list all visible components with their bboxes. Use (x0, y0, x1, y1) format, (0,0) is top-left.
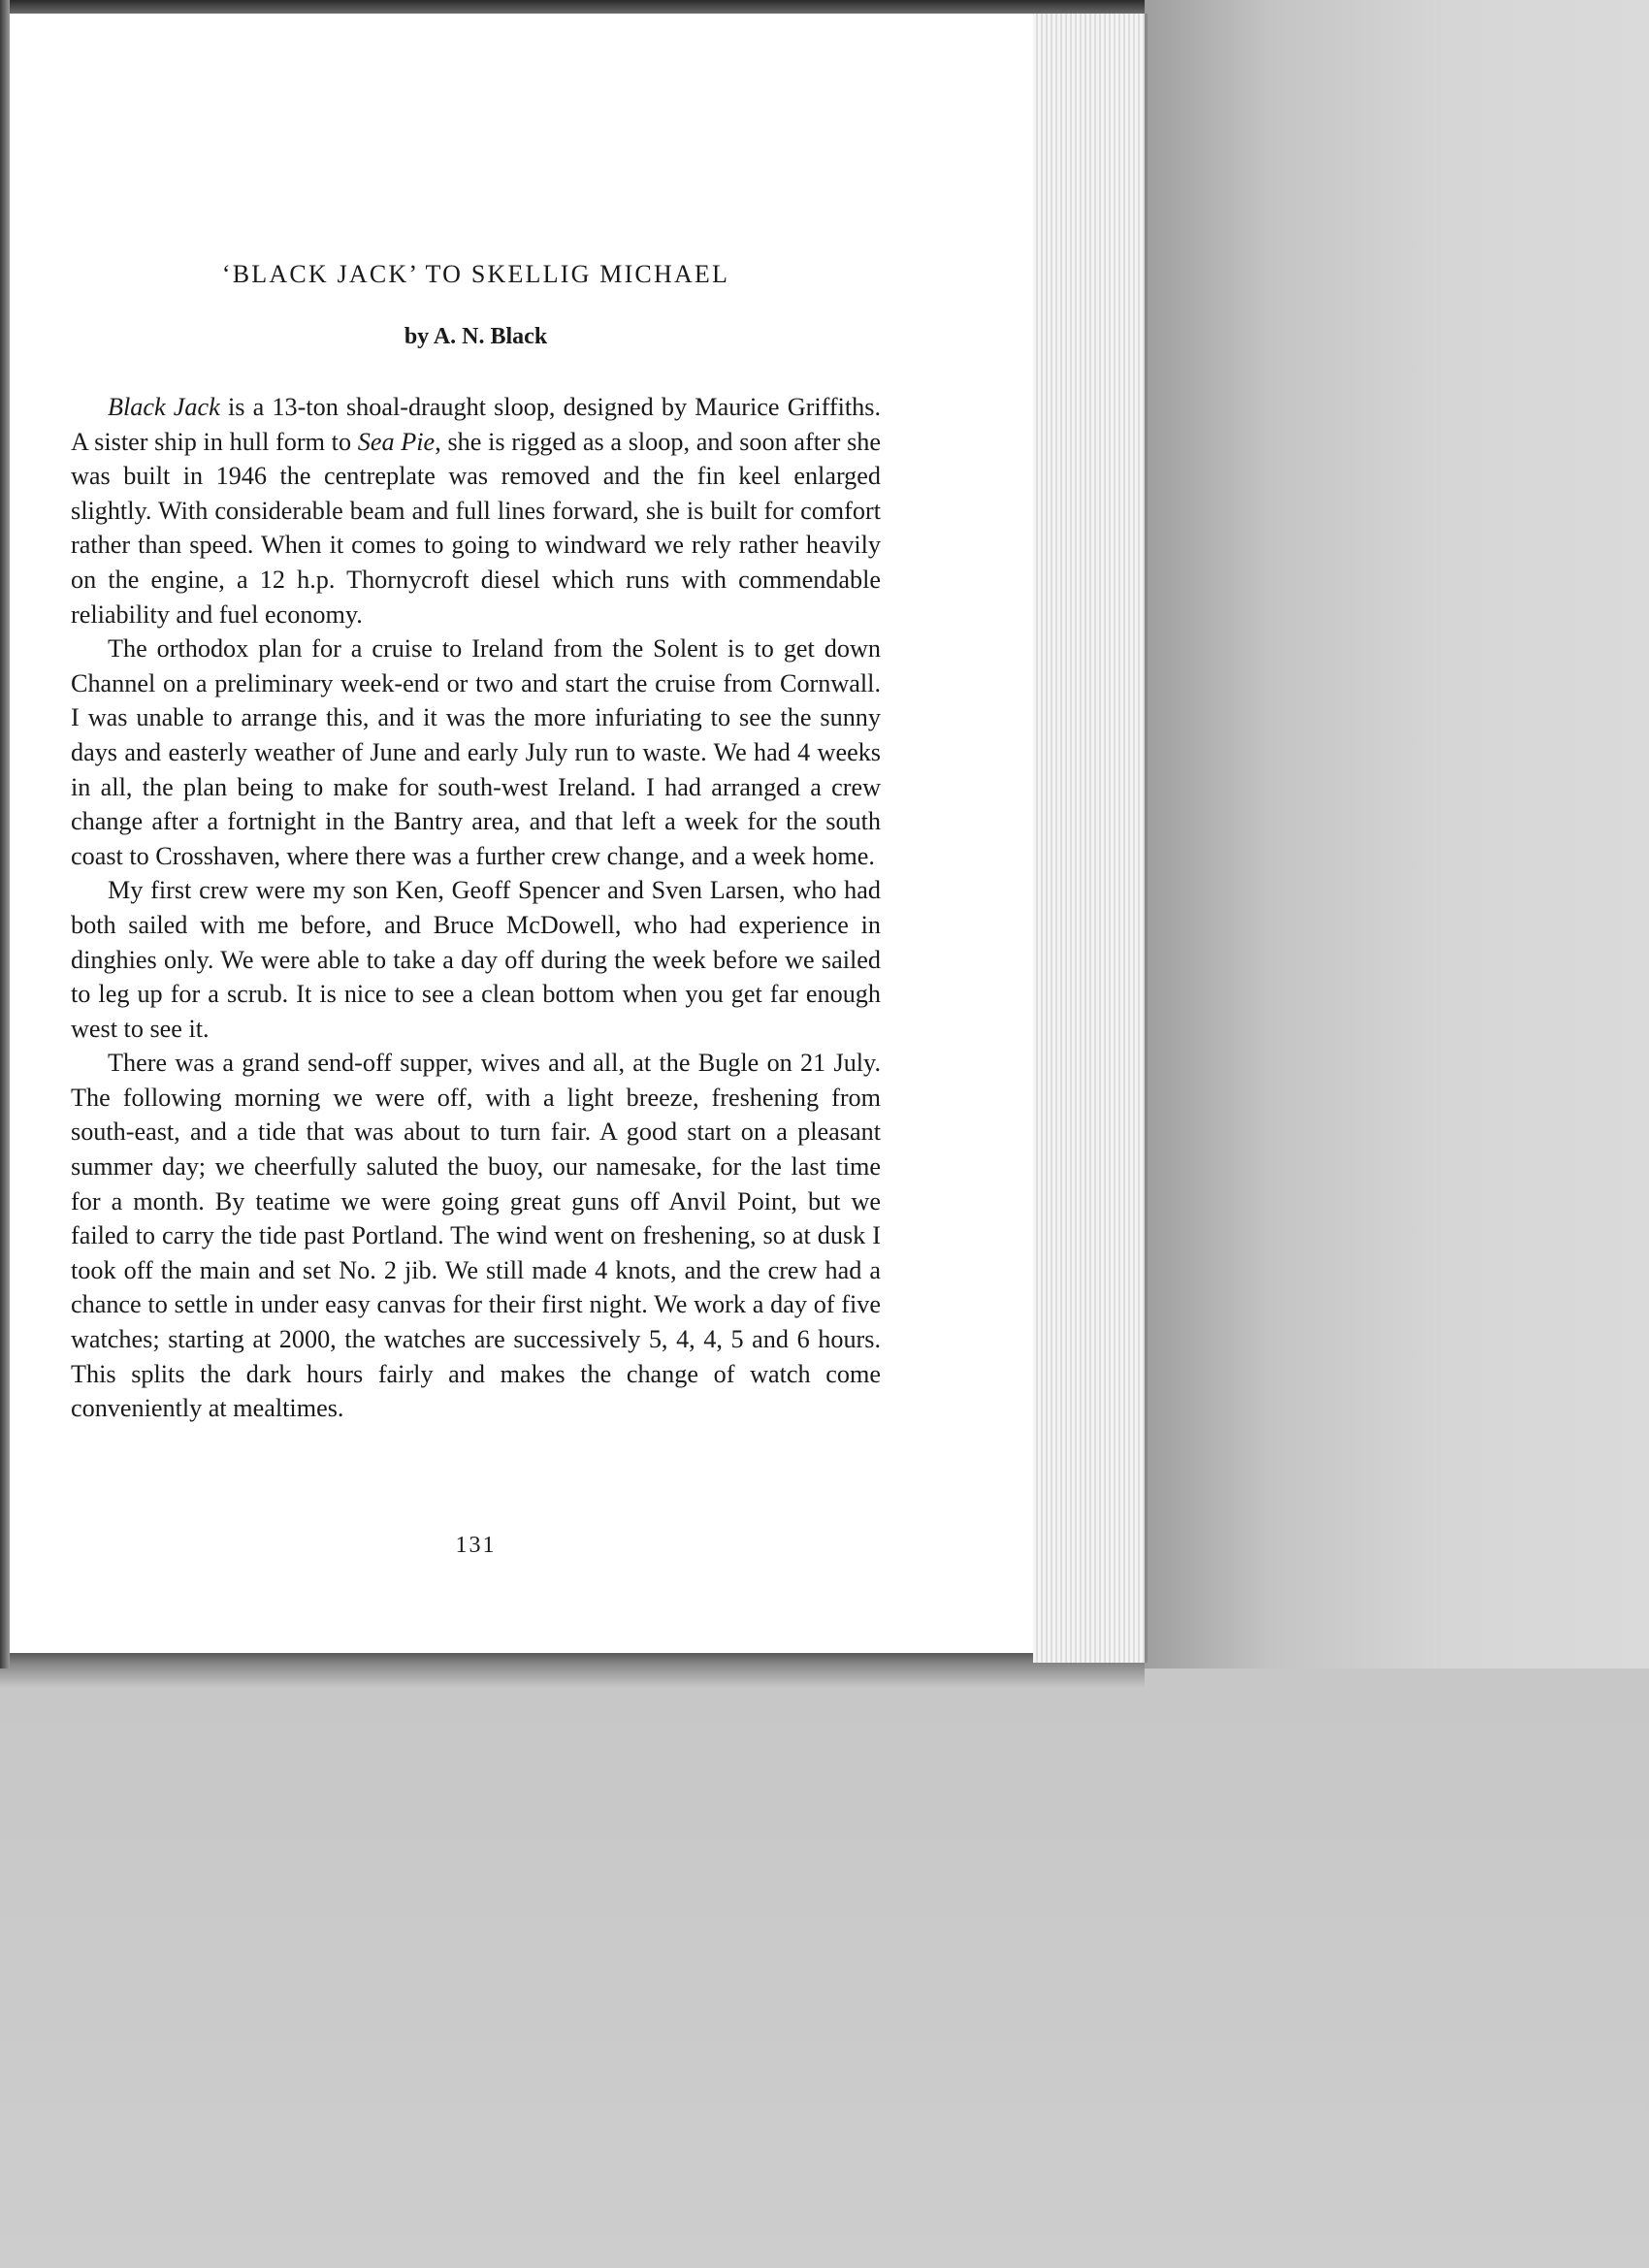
italic-text: Black Jack (108, 393, 220, 421)
top-edge-shadow (0, 0, 1145, 14)
paragraph-text: is a 13-ton shoal-draught sloop, designed by Maurice Griffiths. A sister ship in hull form to (71, 393, 881, 456)
page-edges (1033, 14, 1148, 1663)
book-page (10, 14, 1033, 1653)
paragraph: My first crew were my son Ken, Geoff Spencer and Sven Larsen, who had both sailed with me before, and Bruce McDowell, who had experience in dinghies only. We were able to take a day off during the week before we sailed to leg up for a scrub. It is nice to see a clean bottom when you get far enough west to see it. (71, 876, 881, 1043)
paragraph: The orthodox plan for a cruise to Ireland from the Solent is to get down Channel on a preliminary week-end or two and start the cruise from Cornwall. I was unable to arrange this, and it was the more infuriating to see the sunny days and easterly weather of June and early July run to waste. We had 4 weeks in all, the plan being to make for south-west Ireland. I had arranged a crew change after a fortnight in the Bantry area, and that left a week for the south coast to Crosshaven, where there was a further crew change, and a week home. (71, 634, 881, 870)
paragraph-text: , she is rigged as a sloop, and soon after she was built in 1946 the centreplate was removed and the fin keel enlarged slightly. With considerable beam and full lines forward, she is built for comfort rather than speed. When it comes to going to windward we rely rather heavily on the engine, a 12 h.p. Thornycroft diesel which runs with commendable reliability and fuel economy. (71, 427, 881, 629)
article-byline: by A. N. Black (404, 324, 548, 349)
paragraph: There was a grand send-off supper, wives and all, at the Bugle on 21 July. The following morning we were off, with a light breeze, freshening from south-east, and a tide that was about to turn fair. A good start on a pleasant summer day; we cheerfully saluted the buoy, our namesake, for the last time for a month. By teatime we were going great guns off Anvil Point, but we failed to carry the tide past Portland. The wind went on freshening, so at dusk I took off the main and set No. 2 jib. We still made 4 knots, and the crew had a chance to settle in under easy canvas for their first night. We work a day of five watches; starting at 2000, the watches are successively 5, 4, 4, 5 and 6 hours. This splits the dark hours fairly and makes the change of watch come conveniently at mealtimes. (71, 1049, 881, 1423)
bottom-shadow (0, 1649, 1145, 1688)
scanner-backdrop (1145, 0, 1649, 1669)
italic-text: Sea Pie (357, 427, 436, 456)
article-body (71, 390, 881, 1426)
left-gutter-shadow (0, 0, 10, 1669)
page-number: 131 (455, 1533, 497, 1558)
article-title: ‘BLACK JACK’ TO SKELLIG MICHAEL (221, 260, 730, 288)
paragraph (71, 390, 881, 632)
